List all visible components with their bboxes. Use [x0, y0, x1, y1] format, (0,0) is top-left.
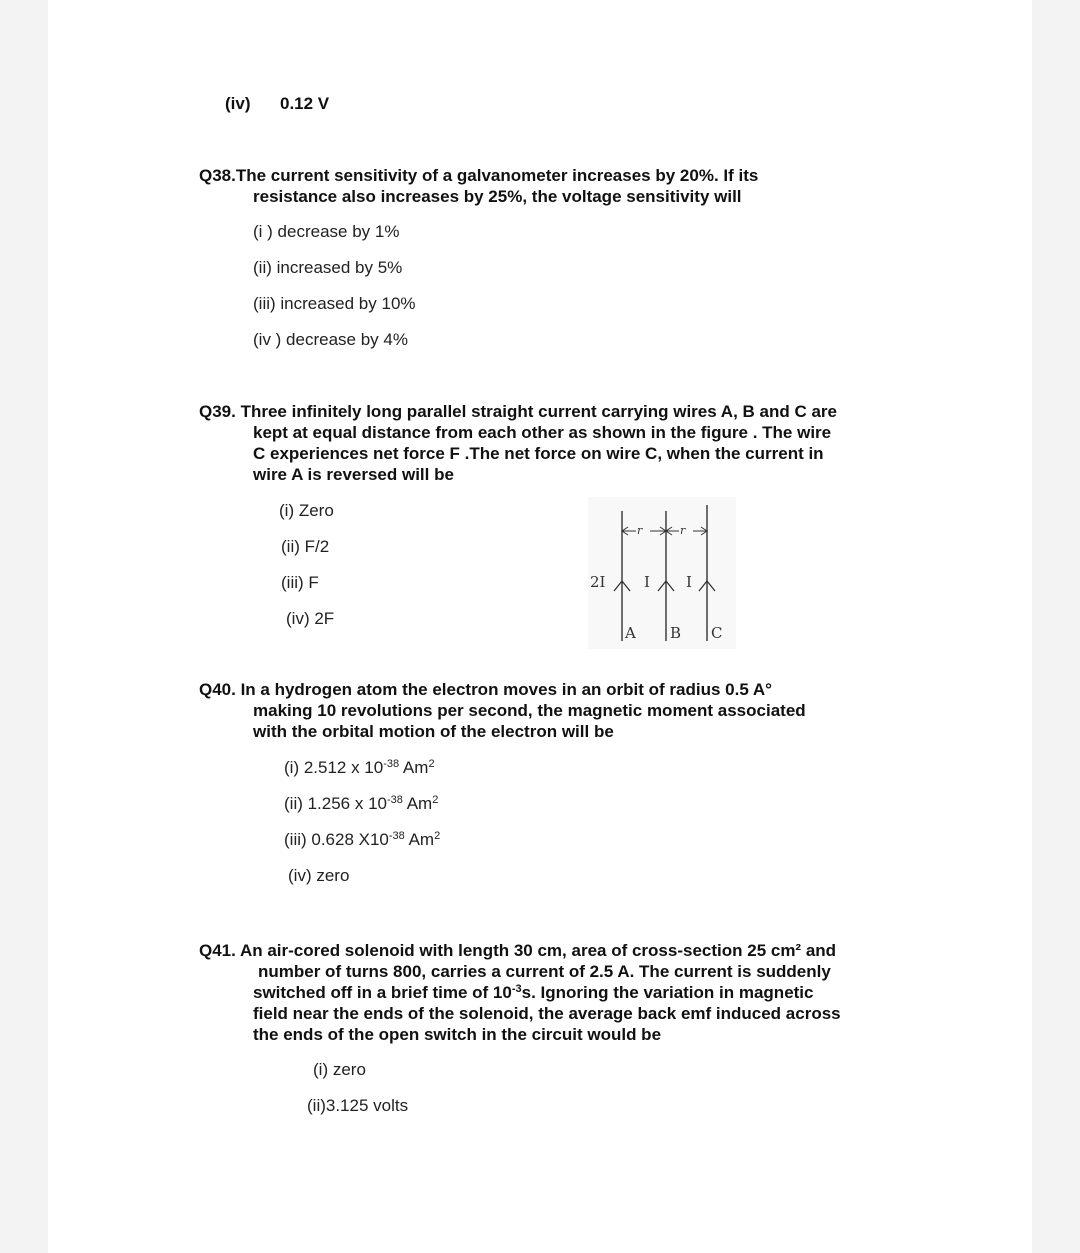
- q41-text-line3: switched off in a brief time of $10^{-3}s$. Ignoring the variation in magnetic: [253, 983, 814, 1002]
- q40-text-line2: making 10 revolutions per second, the magnetic moment associated: [253, 701, 806, 720]
- q38-option-4: (iv ) decrease by 4%: [253, 330, 408, 349]
- q39-option-1: (i) Zero: [279, 501, 334, 520]
- q41-option-1: (i) zero: [313, 1060, 366, 1079]
- q39-text-line4: wire A is reversed will be: [253, 465, 454, 484]
- current-label-b: I: [644, 573, 650, 591]
- q40-text-line3: with the orbital motion of the electron will be: [253, 722, 614, 741]
- q40-option-2: (ii) 1.256 x $10^{-38}$ Am$^2$: [284, 794, 439, 813]
- q39-option-2: (ii) F/2: [281, 537, 330, 556]
- prev-option-label: (iv): [225, 94, 251, 113]
- q40-option-4: (iv) zero: [288, 866, 350, 885]
- prev-option-value: 0.12 V: [280, 94, 330, 113]
- q41-option-2: (ii)3.125 volts: [307, 1096, 409, 1115]
- q39-text-line3: C experiences net force F .The net force on wire C, when the current in: [253, 444, 824, 463]
- q40-option-3: (iii) 0.628 $X10^{-38}$ Am$^2$: [284, 830, 441, 849]
- q41-text-line1: Q41. An air-cored solenoid with length 30 cm, area of cross-section 25 cm² and: [199, 941, 837, 960]
- q39-text-line2: kept at equal distance from each other as shown in the figure . The wire: [253, 423, 832, 442]
- q38-text-line2: resistance also increases by 25%, the voltage sensitivity will: [253, 187, 742, 206]
- q40-text-line1: Q40. In a hydrogen atom the electron moves in an orbit of radius 0.5 A°: [199, 680, 772, 699]
- q39-option-3: (iii) F: [281, 573, 319, 592]
- spacing-label-bc: r: [680, 524, 686, 537]
- q38-option-1: (i ) decrease by 1%: [253, 222, 400, 241]
- q38-option-3: (iii) increased by 10%: [253, 294, 416, 313]
- q41-text-line2: number of turns 800, carries a current of 2.5 A. The current is suddenly: [258, 962, 831, 981]
- wires-figure: [588, 497, 736, 649]
- q38-text-line1: Q38.The current sensitivity of a galvanometer increases by 20%. If its: [199, 166, 759, 185]
- q38-option-2: (ii) increased by 5%: [253, 258, 403, 277]
- q40-option-1: (i) 2.512 x $10^{-38}$ Am$^2$: [284, 758, 435, 777]
- q39-option-4: (iv) 2F: [286, 609, 335, 628]
- q41-text-line4: field near the ends of the solenoid, the average back emf induced across: [253, 1004, 841, 1023]
- wire-label-c: C: [711, 624, 723, 642]
- wire-label-b: B: [670, 624, 682, 642]
- wire-label-a: A: [625, 624, 636, 642]
- current-label-c: I: [686, 573, 692, 591]
- current-label-a: 2I: [590, 573, 606, 591]
- q41-text-line5: the ends of the open switch in the circuit would be: [253, 1025, 662, 1044]
- q39-text-line1: Q39. Three infinitely long parallel straight current carrying wires A, B and C are: [199, 402, 837, 421]
- document-page: [48, 0, 1032, 1253]
- spacing-label-ab: r: [637, 524, 643, 537]
